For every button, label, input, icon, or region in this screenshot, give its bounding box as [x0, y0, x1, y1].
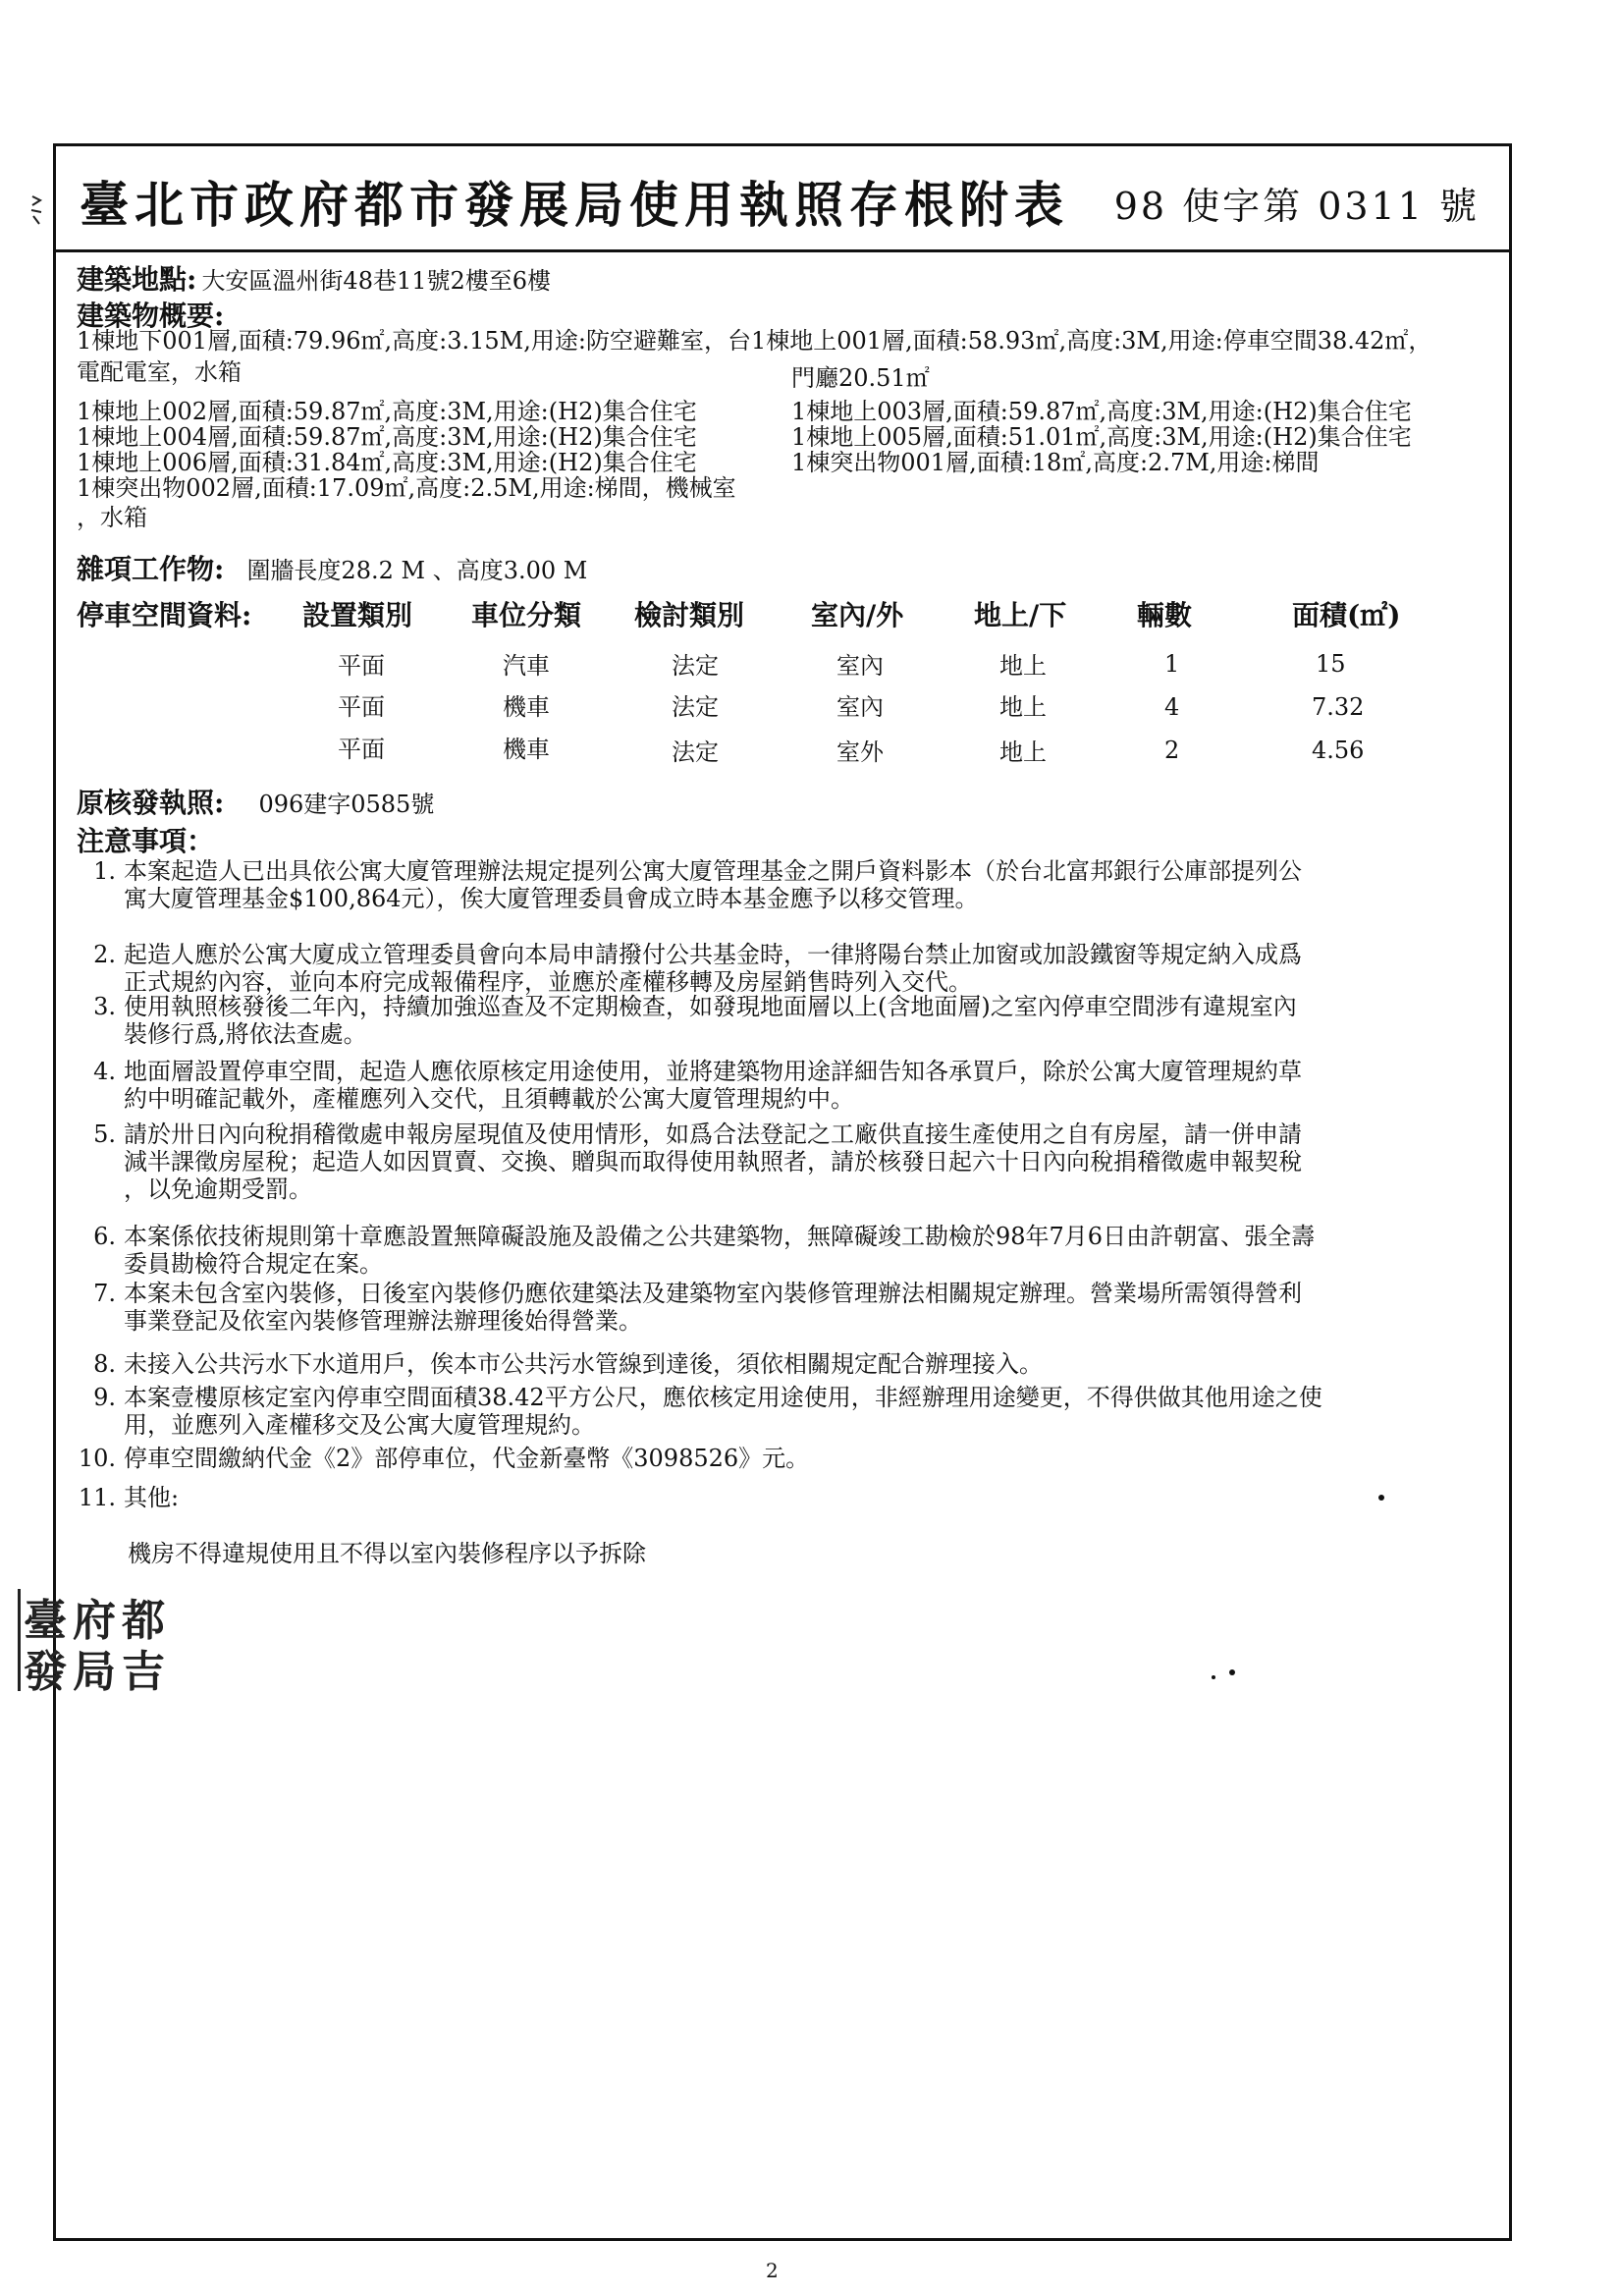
overview-right-3: 1棟突出物001層,面積:18㎡,高度:2.7M,用途:梯間 — [791, 449, 1320, 476]
address-value: 大安區溫州街48巷11號2樓至6樓 — [201, 267, 552, 295]
table-cell: 4.56 — [1312, 737, 1365, 764]
table-cell: 平面 — [338, 693, 385, 721]
table-cell: 機車 — [503, 736, 550, 763]
parking-header-indoor: 室內/外 — [811, 599, 904, 631]
overview-line-2b: 門廳20.51㎡ — [791, 364, 930, 392]
overview-left-3: 1棟地上006層,面積:31.84㎡,高度:3M,用途:(H2)集合住宅 — [77, 449, 697, 476]
note-text: 本案未包含室內裝修，日後室內裝修仍應依建築法及建築物室內裝修管理辦法相關規定辦理。營業場所需領得營利 — [124, 1280, 1302, 1307]
table-cell: 15 — [1316, 650, 1346, 678]
note-number: 2. — [93, 941, 116, 968]
seal-char: 都 — [122, 1596, 165, 1646]
overview-label: 建築物概要: — [77, 300, 225, 332]
table-cell: 4 — [1164, 693, 1180, 721]
note-number: 6. — [93, 1223, 116, 1250]
note-text: 停車空間繳納代金《2》部停車位，代金新臺幣《3098526》元。 — [124, 1445, 810, 1472]
note-text: 減半課徵房屋稅；起造人如因買賣、交換、贈與而取得使用執照者，請於核發日起六十日內向稅捐稽徵處申報契稅 — [124, 1148, 1302, 1175]
official-seal — [18, 1589, 180, 1697]
overview-right-1: 1棟地上003層,面積:59.87㎡,高度:3M,用途:(H2)集合住宅 — [791, 398, 1412, 425]
parking-header-type: 設置類別 — [302, 599, 413, 631]
table-cell: 室內 — [836, 693, 884, 721]
note-text: 事業登記及依室內裝修管理辦法辦理後始得營業。 — [124, 1307, 642, 1335]
note-text: 請於卅日內向稅捐稽徵處申報房屋現值及使用情形，如爲合法登記之工廠供直接生產使用之自有房屋，請一併申請 — [124, 1121, 1302, 1148]
seal-char: 吉 — [122, 1647, 165, 1697]
note-number: 11. — [78, 1484, 116, 1511]
notes-extra: 機房不得違規使用且不得以室內裝修程序以予拆除 — [128, 1540, 646, 1567]
note-text: 寓大廈管理基金$100,864元），俟大廈管理委員會成立時本基金應予以移交管理。 — [124, 885, 979, 912]
seal-char: 府 — [73, 1596, 116, 1646]
note-text: 其他: — [124, 1484, 180, 1511]
table-cell: 地上 — [999, 652, 1047, 680]
overview-left-4: 1棟突出物002層,面積:17.09㎡,高度:2.5M,用途:梯間，機械室 — [77, 474, 736, 502]
note-text: 本案起造人已出具依公寓大廈管理辦法規定提列公寓大廈管理基金之開戶資料影本（於台北富邦銀行公庫部提列公 — [124, 857, 1302, 885]
seal-char: 局 — [73, 1647, 116, 1697]
original-permit-value: 096建字0585號 — [258, 791, 435, 818]
page-number: 2 — [766, 2259, 779, 2282]
table-cell: 地上 — [999, 693, 1047, 721]
note-number: 1. — [93, 857, 116, 885]
parking-header-vehicle: 車位分類 — [471, 599, 582, 631]
table-cell: 地上 — [999, 738, 1047, 766]
note-text: 委員勘檢符合規定在案。 — [124, 1250, 383, 1278]
table-cell: 法定 — [672, 693, 719, 721]
note-text: 未接入公共污水下水道用戶，俟本市公共污水管線到達後，須依相關規定配合辦理接入。 — [124, 1350, 1043, 1378]
parking-header-count: 輛數 — [1137, 599, 1193, 631]
table-cell: 法定 — [672, 738, 719, 766]
misc-works-row — [77, 548, 587, 587]
table-cell: 1 — [1164, 650, 1180, 678]
document-title: 臺北市政府都市發展局使用執照存根附表 — [80, 176, 1069, 234]
table-cell: 室外 — [836, 738, 884, 766]
title-row — [56, 146, 1509, 252]
note-text: 用，並應列入產權移交及公寓大廈管理規約。 — [124, 1411, 595, 1439]
notes-label: 注意事項： — [77, 825, 215, 857]
original-permit-row — [77, 782, 434, 821]
address-label: 建築地點: — [77, 263, 197, 296]
seal-char: 臺 — [24, 1596, 67, 1646]
note-number: 9. — [93, 1384, 116, 1411]
note-text: 使用執照核發後二年內，持續加強巡查及不定期檢查，如發現地面層以上(含地面層)之室內停車空間涉有違規室內 — [124, 993, 1297, 1020]
note-number: 4. — [93, 1058, 116, 1085]
note-text: 裝修行爲,將依法查處。 — [124, 1020, 367, 1048]
permit-number: 98 使字第 0311 號 — [1113, 185, 1480, 228]
note-text: 正式規約內容，並向本府完成報備程序，並應於產權移轉及房屋銷售時列入交代。 — [124, 968, 972, 996]
note-text: ，以免逾期受罰。 — [124, 1175, 312, 1203]
overview-right-2: 1棟地上005層,面積:51.01㎡,高度:3M,用途:(H2)集合住宅 — [791, 423, 1412, 451]
note-number: 3. — [93, 993, 116, 1020]
note-text: 起造人應於公寓大廈成立管理委員會向本局申請撥付公共基金時，一律將陽台禁止加窗或加設鐵窗等規定納入成爲 — [124, 941, 1302, 968]
note-text: 約中明確記載外，產權應列入交代，且須轉載於公寓大廈管理規約中。 — [124, 1085, 854, 1113]
misc-works-value: 圍牆長度28.2 M 、高度3.00 M — [246, 557, 588, 584]
note-number: 5. — [93, 1121, 116, 1148]
note-text: 本案壹樓原核定室內停車空間面積38.42平方公尺，應依核定用途使用，非經辦理用途變更，不得供做其他用途之使 — [124, 1384, 1322, 1411]
overview-left-5: ，水箱 — [77, 504, 147, 531]
table-cell: 平面 — [338, 652, 385, 680]
parking-header-review: 檢討類別 — [634, 599, 745, 631]
parking-header-area: 面積(㎡) — [1292, 599, 1401, 631]
scan-speck — [1378, 1495, 1384, 1501]
address-row — [77, 258, 551, 298]
table-cell: 機車 — [503, 693, 550, 721]
original-permit-label: 原核發執照: — [77, 787, 225, 819]
note-number: 8. — [93, 1350, 116, 1378]
misc-works-label: 雜項工作物: — [77, 553, 225, 585]
table-cell: 室內 — [836, 652, 884, 680]
scan-speck — [1212, 1675, 1215, 1679]
overview-left-1: 1棟地上002層,面積:59.87㎡,高度:3M,用途:(H2)集合住宅 — [77, 398, 697, 425]
overview-left-2: 1棟地上004層,面積:59.87㎡,高度:3M,用途:(H2)集合住宅 — [77, 423, 697, 451]
scan-speck — [1229, 1669, 1235, 1675]
table-cell: 平面 — [338, 736, 385, 763]
overview-line-1: 1棟地下001層,面積:79.96㎡,高度:3.15M,用途:防空避難室，台1棟地上001層,面積:58.93㎡,高度:3M,用途:停車空間38.42㎡， — [77, 327, 1432, 355]
note-number: 7. — [93, 1280, 116, 1307]
table-cell: 2 — [1164, 737, 1180, 764]
parking-header-level: 地上/下 — [974, 599, 1067, 631]
seal-char: 發 — [24, 1647, 67, 1697]
note-text: 本案係依技術規則第十章應設置無障礙設施及設備之公共建築物，無障礙竣工勘檢於98年7月6日由許朝富、張全壽 — [124, 1223, 1316, 1250]
table-cell: 法定 — [672, 652, 719, 680]
table-cell: 汽車 — [503, 652, 550, 680]
note-text: 地面層設置停車空間，起造人應依原核定用途使用，並將建築物用途詳細告知各承買戶，除於公寓大廈管理規約草 — [124, 1058, 1302, 1085]
note-number: 10. — [78, 1445, 116, 1472]
overview-line-2a: 電配電室，水箱 — [77, 358, 242, 386]
binding-mark — [29, 194, 43, 226]
parking-label: 停車空間資料: — [77, 599, 252, 631]
table-cell: 7.32 — [1312, 693, 1365, 721]
